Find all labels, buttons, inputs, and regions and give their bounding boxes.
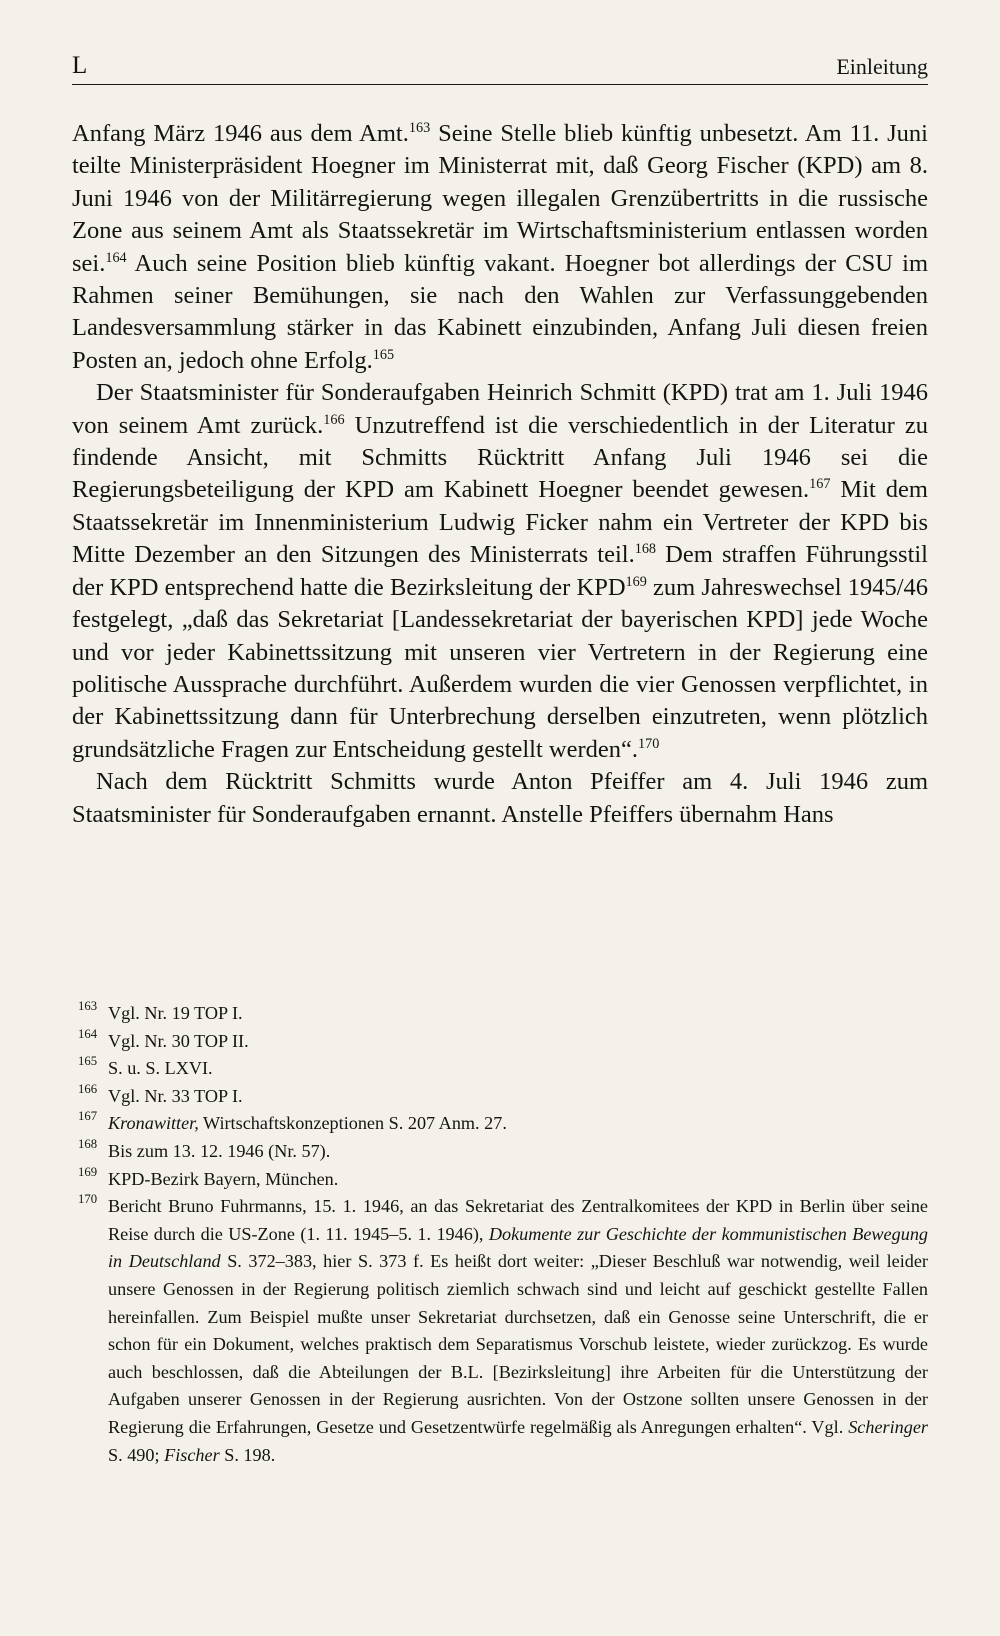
text-run: Seine Stelle blieb künftig unbesetzt. Am 11. Juni teilte Ministerpräsident Hoegner im Ministerrat mit, daß Georg Fischer (KPD) am 8. Juni 1946 von der Militärregierung wegen illegalen Grenzübertritts in die russische Zone aus seinem Amt als Staatssekretär im Wirtschaftsministerium entlassen worden sei.	[72, 120, 928, 277]
footnote-ref: 166	[323, 411, 345, 428]
header-rule	[72, 84, 928, 85]
text-run: S. 198.	[219, 1444, 276, 1465]
text-run: Bis zum 13. 12. 1946 (Nr. 57).	[108, 1140, 331, 1161]
text-run: Vgl. Nr. 30 TOP II.	[108, 1030, 249, 1051]
text-run: Dem straffen Führungsstil der KPD entsprechend hatte die Bezirksleitung der KPD	[72, 541, 928, 601]
paragraph	[72, 766, 928, 831]
paragraph	[72, 377, 928, 766]
text-run: Auch seine Position blieb künftig vakant. Hoegner bot allerdings der CSU im Rahmen seiner Bemühungen, sie nach den Wahlen zur Verfassunggebenden Landesversammlung stärker in das Kabinett einzubinden, Anfang Juli diesen freien Posten an, jedoch ohne Erfolg.	[72, 249, 928, 374]
footnote-ref: 164	[105, 249, 127, 266]
footnote	[72, 1138, 928, 1166]
footnote-ref: 163	[408, 120, 431, 137]
main-text	[72, 118, 928, 831]
text-run: Der Staatsminister für Sonderaufgaben Heinrich Schmitt (KPD) trat am 1. Juli 1946 von seinem Amt zurück.	[72, 379, 928, 439]
italic-text: Scheringer	[848, 1416, 928, 1437]
text-run: Vgl. Nr. 19 TOP I.	[108, 1003, 243, 1023]
footnote-number: 168	[78, 1136, 98, 1151]
text-run: Unzutreffend ist die verschiedentlich in der Literatur zu findende Ansicht, mit Schmitts Rücktritt Anfang Juli 1946 sei die Regierungsbeteiligung der KPD am Kabinett Hoegner beendet gewesen.	[72, 411, 928, 504]
footnote	[72, 1000, 928, 1028]
footnote-number: 167	[78, 1109, 98, 1124]
footnote-number: 169	[78, 1164, 98, 1179]
italic-text: Kronawitter,	[108, 1113, 199, 1134]
text-run: zum Jahreswechsel 1945/46 festgelegt, „daß das Sekretariat [Landessekretariat der bayerischen KPD] jede Woche und vor jeder Kabinettssitzung mit unseren vier Vertretern in der Regierung eine politische Aussprache durchführt. Außerdem wurden die vier Genossen verpflichtet, in der Kabinettssitzung dann für Unterbrechung derselben einzutreten, wenn plötzlich grundsätzliche Fragen zur Entscheidung gestellt werden“.	[72, 573, 929, 763]
footnote-ref: 165	[372, 347, 395, 364]
footnote	[72, 1055, 928, 1083]
page-header	[72, 52, 928, 82]
italic-text: Dokumente zur Geschichte der kommunistischen Bewegung in Deutschland	[108, 1223, 929, 1272]
text-run: Nach dem Rücktritt Schmitts wurde Anton Pfeiffer am 4. Juli 1946 zum Staatsminister für Sonderaufgaben ernannt. Anstelle Pfeiffers übernahm Hans	[72, 768, 928, 828]
footnote-number: 165	[78, 1054, 98, 1069]
text-run: S. 490;	[108, 1444, 165, 1465]
footnote-number: 163	[78, 999, 98, 1013]
text-run: S. u. S. LXVI.	[108, 1058, 213, 1079]
text-run: Wirtschaftskonzeptionen S. 207 Anm. 27.	[198, 1113, 507, 1134]
paragraph	[72, 118, 928, 377]
text-run: Anfang März 1946 aus dem Amt.	[72, 120, 409, 147]
text-run: Mit dem Staatssekretär im Innenministerium Ludwig Ficker nahm ein Vertreter der KPD bis Mitte Dezember an den Sitzungen des Ministerrats teil.	[72, 476, 928, 569]
running-head: Einleitung	[836, 54, 928, 79]
text-run: S. 372–383, hier S. 373 f. Es heißt dort weiter: „Dieser Beschluß war notwendig, weil leider unsere Genossen in der Regierung politisch ziemlich schwach sind und leicht auf geschickt gestellte Fallen hereinfallen. Zum Beispiel mußte unser Sekretariat durchsetzen, daß ein Genosse seine Unterschrift, die er schon für ein Dokument, welches praktisch dem Separatismus Vorschub leistete, wieder zurückzog. Es wurde auch beschlossen, daß die Abteilungen der B.L. [Bezirksleitung] ihre Arbeiten für die Unterstützung der Aufgaben unserer Genossen in der Regierung ausrichten. Von der Ostzone sollten unsere Genossen in der Regierung die Erfahrungen, Gesetze und Gesetzentwürfe regelmäßig als Anregungen erhalten“. Vgl.	[108, 1251, 928, 1437]
footnote-number: 166	[78, 1081, 98, 1096]
footnote-ref: 168	[634, 541, 657, 558]
italic-text: Fischer	[164, 1444, 220, 1465]
footnote-number: 170	[78, 1192, 98, 1207]
text-run: Vgl. Nr. 33 TOP I.	[108, 1085, 243, 1106]
footnote-ref: 170	[638, 735, 660, 752]
page-number: L	[72, 52, 88, 79]
footnote	[72, 1083, 928, 1111]
footnote-ref: 167	[809, 476, 831, 493]
footnote	[72, 1110, 928, 1138]
text-run: KPD-Bezirk Bayern, München.	[108, 1168, 339, 1189]
footnote	[72, 1028, 928, 1056]
footnote	[72, 1193, 928, 1469]
footnote	[72, 1166, 928, 1194]
footnote-number: 164	[78, 1026, 98, 1041]
text-run: Bericht Bruno Fuhrmanns, 15. 1. 1946, an das Sekretariat des Zentralkomitees der KPD in Berlin über seine Reise durch die US-Zone (1. 11. 1945–5. 1. 1946),	[108, 1196, 928, 1244]
footnotes	[72, 1000, 928, 1469]
footnote-ref: 169	[625, 573, 647, 590]
